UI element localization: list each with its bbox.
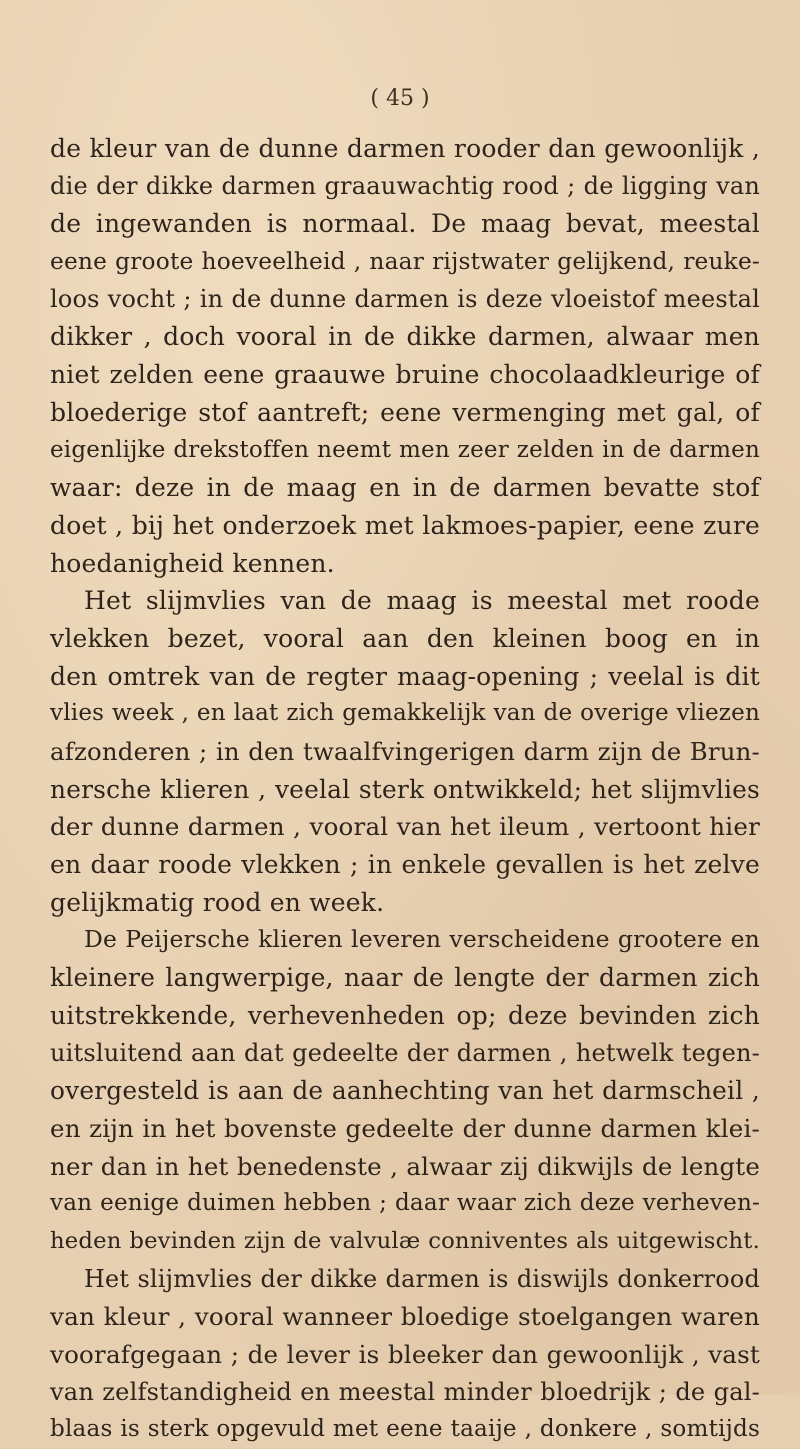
text-line: van eenige duimen hebben ; daar waar zich deze verheven- [50,1190,760,1217]
text-line: eigenlijke drekstoffen neemt men zeer zelden in de darmen [50,436,760,463]
text-line: gelijkmatig rood en week. [50,887,385,917]
text-line: bloederige stof aantreft; eene vermenging met gal, of [50,397,760,427]
text-line: vlekken bezet, vooral aan den kleinen boog en in [50,623,760,653]
text-line: uitstrekkende, verhevenheden op; deze bevinden zich [50,1000,760,1030]
text-line: overgesteld is aan de aanhechting van het darmscheil , [50,1076,760,1106]
text-line: Het slijmvlies der dikke darmen is diswijls donkerrood [84,1264,760,1293]
text-line: De Peijersche klieren leveren verscheidene grootere en [84,925,760,954]
text-line: der dunne darmen , vooral van het ileum , vertoont hier [50,812,760,842]
text-line: en zijn in het bovenste gedeelte der dunne darmen klei- [50,1113,760,1143]
text-line: ner dan in het benedenste , alwaar zij dikwijls de lengte [50,1151,760,1181]
text-line: Het slijmvlies van de maag is meestal met roode [84,586,760,616]
text-line: die der dikke darmen graauwachtig rood ; de ligging van [50,171,760,200]
text-line: den omtrek van de regter maag-opening ; veelal is dit [50,661,760,691]
text-line: kleinere langwerpige, naar de lengte der darmen zich [50,963,760,993]
text-line: van kleur , vooral wanneer bloedige stoelgangen waren [50,1302,760,1332]
text-line: loos vocht ; in de dunne darmen is deze vloeistof meestal [50,284,760,313]
text-line: afzonderen ; in den twaalfvingerigen darm zijn de Brun- [50,737,760,766]
text-line: en daar roode vlekken ; in enkele gevallen is het zelve [50,850,760,880]
text-line: nersche klieren , veelal sterk ontwikkeld; het slijmvlies [50,774,760,804]
text-line: doet , bij het onderzoek met lakmoes-papier, eene zure [50,510,760,540]
text-line: de ingewanden is normaal. De maag bevat, meestal [50,209,760,239]
body-text [50,130,760,1449]
text-line: waar: deze in de maag en in de darmen bevatte stof [50,473,760,503]
text-line: hoedanigheid kennen. [50,548,335,578]
text-line: eene groote hoeveelheid , naar rijstwater gelijkend, reuke- [50,248,760,276]
text-line: van zelfstandigheid en meestal minder bloedrijk ; de gal- [50,1377,760,1406]
page-number: ( 45 ) [370,86,430,111]
text-line: niet zelden eene graauwe bruine chocolaadkleurige of [50,360,760,390]
text-line: vlies week , en laat zich gemakkelijk van de overige vliezen [50,700,760,727]
text-line: uitsluitend aan dat gedeelte der darmen , hetwelk tegen- [50,1038,760,1067]
text-line: blaas is sterk opgevuld met eene taaije , donkere , somtijds [50,1416,760,1443]
text-line: de kleur van de dunne darmen rooder dan gewoonlijk , [50,134,760,163]
text-line: dikker , doch vooral in de dikke darmen, alwaar men [50,322,760,352]
text-line: heden bevinden zijn de valvulæ conniventes als uitgewischt. [50,1227,760,1254]
text-line: voorafgegaan ; de lever is bleeker dan gewoonlijk , vast [50,1340,760,1369]
